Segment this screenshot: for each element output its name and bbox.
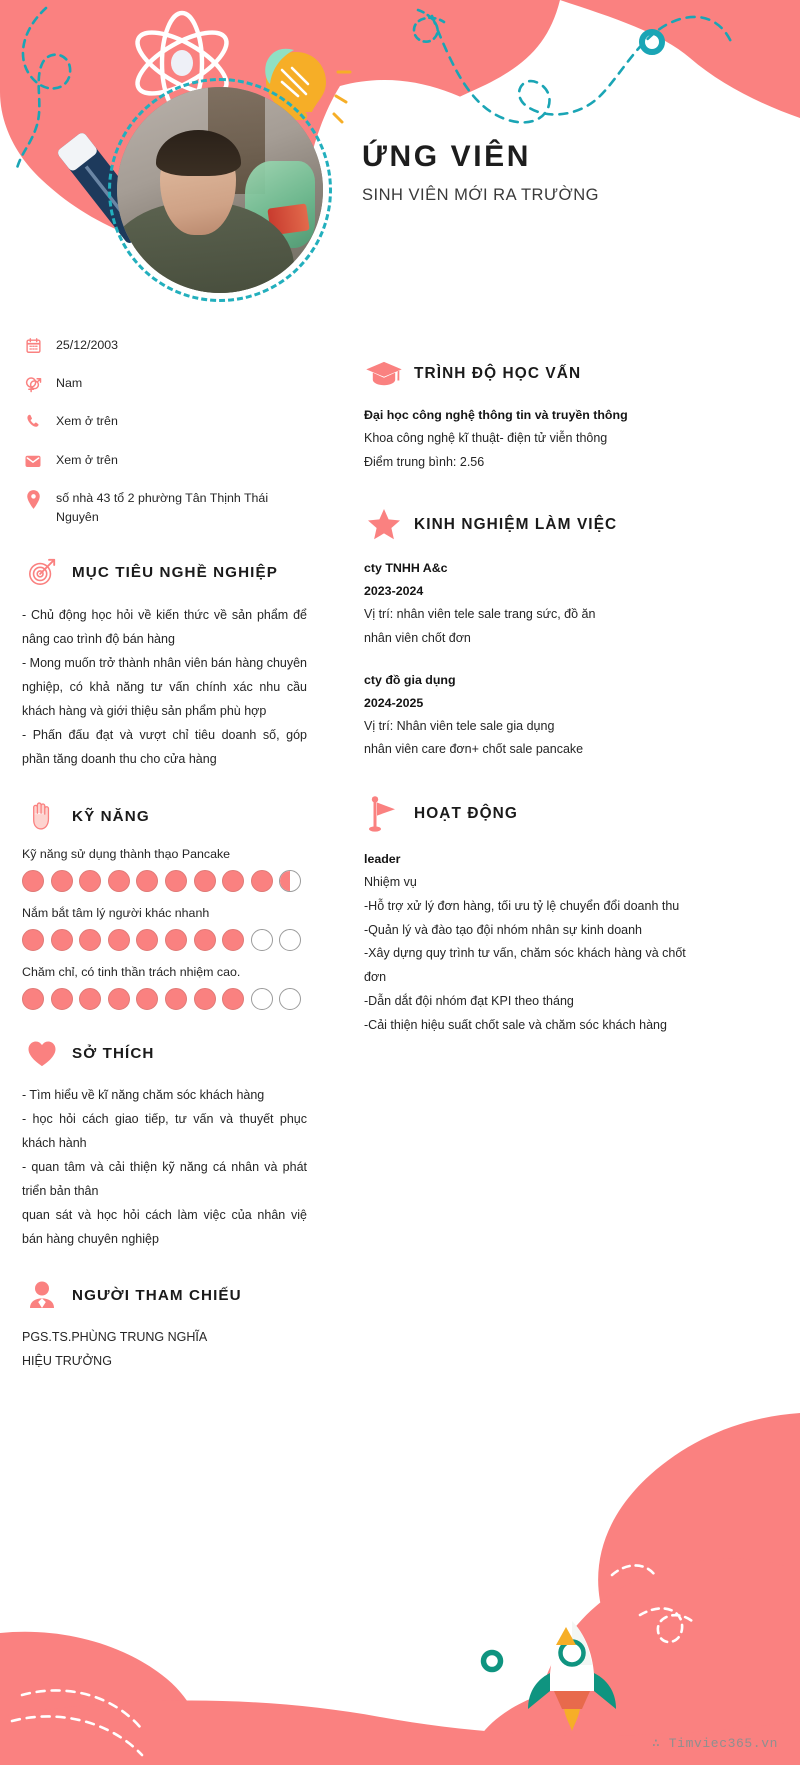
- avatar: [108, 78, 332, 302]
- contact-value: Nam: [56, 376, 83, 391]
- reference-line: PGS.TS.PHÙNG TRUNG NGHĨA: [22, 1330, 208, 1345]
- hobby-line: - học hỏi cách giao tiếp, tư vấn và thuyết phục khách hành: [22, 1112, 307, 1151]
- experience-item: [364, 557, 704, 650]
- contact-item-gender: [22, 374, 307, 393]
- rating-dot[interactable]: [22, 870, 44, 892]
- rating-dot[interactable]: [279, 988, 301, 1010]
- objective-body: [22, 603, 307, 771]
- section-objective-header: [22, 557, 307, 587]
- rating-dot[interactable]: [194, 929, 216, 951]
- experience-detail: nhân viên chốt đơn: [364, 631, 471, 646]
- objective-line: - Phấn đấu đạt và vượt chỉ tiêu doanh số, góp phần tăng doanh thu cho cửa hàng: [22, 728, 307, 767]
- education-gpa: Điểm trung bình: 2.56: [364, 454, 485, 469]
- activities-role: leader: [364, 852, 401, 867]
- contact-item-phone: [22, 412, 307, 431]
- activity-line: -Hỗ trợ xử lý đơn hàng, tối ưu tỷ lệ chuyển đổi doanh thu: [364, 898, 680, 913]
- education-body: [364, 404, 704, 474]
- rating-dot[interactable]: [165, 988, 187, 1010]
- calendar-icon: [22, 336, 44, 354]
- hobbies-body: [22, 1083, 307, 1251]
- rating-dot[interactable]: [251, 988, 273, 1010]
- graduation-cap-icon: [364, 360, 404, 388]
- section-title: NGƯỜI THAM CHIẾU: [72, 1286, 242, 1304]
- contact-list: [22, 336, 307, 527]
- rating-dot[interactable]: [136, 929, 158, 951]
- skill-rating[interactable]: [22, 870, 307, 892]
- gender-icon: [22, 374, 44, 393]
- section-title: KINH NGHIỆM LÀM VIỆC: [414, 515, 618, 533]
- rating-dot[interactable]: [51, 870, 73, 892]
- rating-dot[interactable]: [79, 870, 101, 892]
- experience-company: cty đồ gia dụng: [364, 672, 456, 687]
- section-education-header: [364, 360, 704, 388]
- rating-dot[interactable]: [251, 870, 273, 892]
- section-reference-header: [22, 1281, 307, 1309]
- experience-period: 2023-2024: [364, 584, 424, 599]
- rating-dot[interactable]: [79, 929, 101, 951]
- rating-dot[interactable]: [108, 870, 130, 892]
- section-skills-header: [22, 801, 307, 831]
- section-title: SỞ THÍCH: [72, 1045, 155, 1063]
- activities-subtitle: Nhiệm vụ: [364, 875, 417, 890]
- watermark: ∴ Timviec365.vn: [651, 1736, 778, 1751]
- rating-dot[interactable]: [279, 870, 301, 892]
- section-experience-header: [364, 508, 704, 541]
- rating-dot[interactable]: [79, 988, 101, 1010]
- activity-line: -Cải thiện hiệu suất chốt sale và chăm sóc khách hàng: [364, 1017, 667, 1032]
- section-activities-header: [364, 796, 704, 832]
- hobby-line: - Tìm hiểu về kĩ năng chăm sóc khách hàng: [22, 1088, 265, 1103]
- objective-line: - Chủ động học hỏi về kiến thức về sản phẩm để nâng cao trình độ bán hàng: [22, 608, 307, 647]
- rating-dot[interactable]: [22, 929, 44, 951]
- activity-line: -Quản lý và đào tạo đội nhóm nhân sự kinh doanh: [364, 922, 642, 937]
- rating-dot[interactable]: [108, 929, 130, 951]
- skill-rating[interactable]: [22, 929, 307, 951]
- rating-dot[interactable]: [136, 988, 158, 1010]
- heart-icon: [22, 1040, 62, 1067]
- section-title: KỸ NĂNG: [72, 807, 150, 825]
- experience-company: cty TNHH A&c: [364, 561, 448, 576]
- rating-dot[interactable]: [165, 870, 187, 892]
- contact-item-birthday: [22, 336, 307, 355]
- rating-dot[interactable]: [194, 988, 216, 1010]
- rating-dot[interactable]: [279, 929, 301, 951]
- skill-item: [22, 906, 307, 951]
- target-icon: [22, 557, 62, 587]
- rating-dot[interactable]: [222, 988, 244, 1010]
- left-column: [22, 336, 307, 1373]
- section-hobbies-header: [22, 1040, 307, 1067]
- page-title: ỨNG VIÊN: [362, 140, 532, 173]
- activity-line: -Xây dựng quy trình tư vấn, chăm sóc khách hàng và chốt đơn: [364, 946, 686, 985]
- header-text-group: [362, 140, 782, 205]
- contact-item-email: [22, 451, 307, 470]
- education-faculty: Khoa công nghệ kĩ thuật- điện tử viễn thông: [364, 430, 608, 445]
- skill-rating[interactable]: [22, 988, 307, 1010]
- star-icon: [364, 508, 404, 541]
- rating-dot[interactable]: [251, 929, 273, 951]
- skills-list: [22, 847, 307, 1010]
- contact-value: Xem ở trên: [56, 414, 118, 429]
- avatar-photo: [117, 87, 323, 293]
- experience-detail: nhân viên care đơn+ chốt sale pancake: [364, 742, 584, 757]
- phone-icon: [22, 412, 44, 430]
- experience-item: [364, 669, 704, 762]
- section-title: MỤC TIÊU NGHỀ NGHIỆP: [72, 563, 278, 581]
- contact-value: Xem ở trên: [56, 452, 118, 467]
- skill-label: Kỹ năng sử dụng thành thạo Pancake: [22, 847, 231, 862]
- section-title: TRÌNH ĐỘ HỌC VẤN: [414, 365, 582, 382]
- rating-dot[interactable]: [108, 988, 130, 1010]
- skill-label: Nắm bắt tâm lý người khác nhanh: [22, 906, 210, 921]
- spacer: [364, 651, 704, 669]
- rating-dot[interactable]: [51, 988, 73, 1010]
- contact-value: 25/12/2003: [56, 338, 119, 352]
- skill-item: [22, 965, 307, 1010]
- contact-value: số nhà 43 tổ 2 phường Tân Thịnh Thái Nguyên: [56, 490, 269, 525]
- hobby-line: quan sát và học hỏi cách làm việc của nhân việ bán hàng chuyên nghiệp: [22, 1208, 307, 1247]
- rating-dot[interactable]: [51, 929, 73, 951]
- objective-line: - Mong muốn trở thành nhân viên bán hàng chuyên nghiệp, có khả năng tư vấn chính xác nhu cầu khách hàng và giới thiệu sản phẩm phù hợp: [22, 656, 307, 719]
- hand-icon: [22, 801, 62, 831]
- location-icon: [22, 489, 44, 509]
- right-column: [364, 326, 704, 1037]
- experience-period: 2024-2025: [364, 695, 424, 710]
- section-title: HOẠT ĐỘNG: [414, 805, 518, 823]
- reference-line: HIỆU TRƯỞNG: [22, 1354, 112, 1369]
- skill-label: Chăm chỉ, có tinh thần trách nhiệm cao.: [22, 965, 241, 980]
- rating-dot[interactable]: [222, 929, 244, 951]
- rating-dot[interactable]: [222, 870, 244, 892]
- rating-dot[interactable]: [136, 870, 158, 892]
- experience-detail: Vị trí: nhân viên tele sale trang sức, đồ ăn: [364, 607, 596, 622]
- activities-body: [364, 848, 704, 1037]
- skill-item: [22, 847, 307, 892]
- footer-decoration: [0, 1365, 800, 1765]
- contact-item-address: [22, 489, 307, 527]
- experience-detail: Vị trí: Nhân viên tele sale gia dụng: [364, 718, 555, 733]
- education-school: Đại học công nghệ thông tin và truyền thông: [364, 408, 628, 422]
- hobby-line: - quan tâm và cải thiện kỹ năng cá nhân và phát triển bản thân: [22, 1160, 307, 1199]
- rating-dot[interactable]: [22, 988, 44, 1010]
- experience-list: [364, 557, 704, 762]
- email-icon: [22, 451, 44, 470]
- person-icon: [22, 1281, 62, 1309]
- flag-icon: [364, 796, 404, 832]
- activity-line: -Dẫn dắt đội nhóm đạt KPI theo tháng: [364, 993, 574, 1008]
- page-subtitle: SINH VIÊN MỚI RA TRƯỜNG: [362, 186, 599, 204]
- rating-dot[interactable]: [194, 870, 216, 892]
- rating-dot[interactable]: [165, 929, 187, 951]
